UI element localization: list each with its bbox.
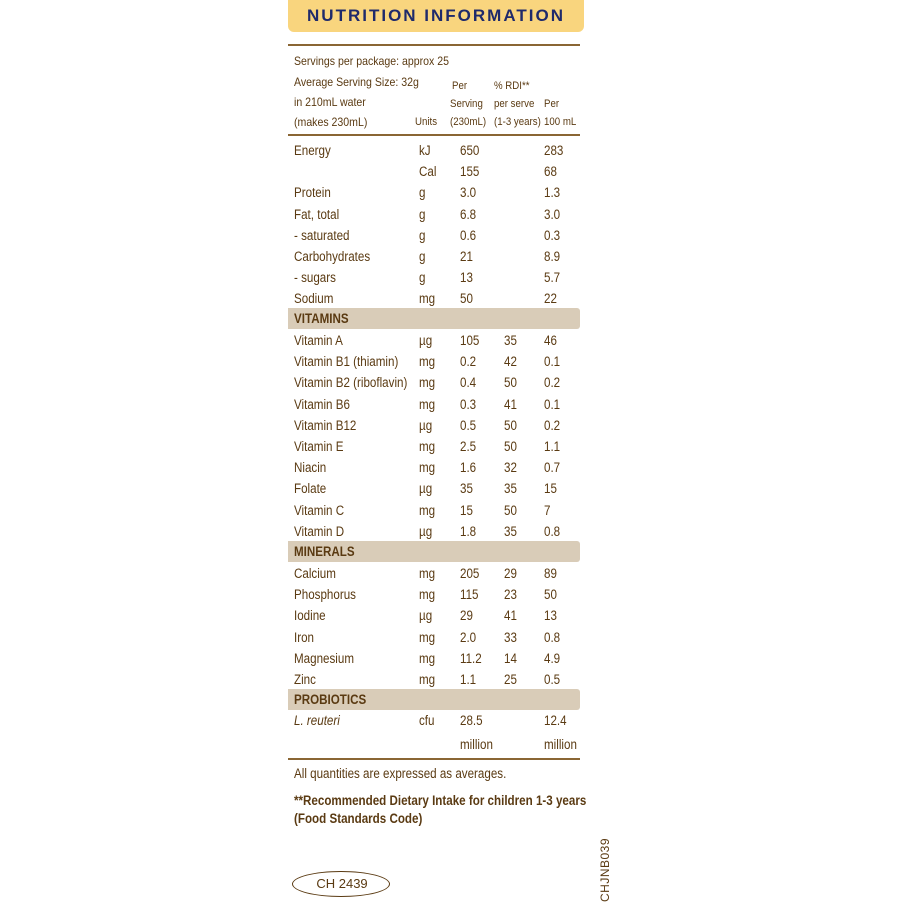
footnote-standards: (Food Standards Code) [294,811,423,826]
per-100ml-value: 0.7 [544,460,561,476]
probiotic-serving-unit: million [460,737,493,752]
nutrient-unit: mg [419,375,436,391]
nutrient-row [288,565,584,586]
rdi-value: 35 [504,333,517,348]
nutrient-unit: kJ [419,143,431,158]
nutrient-name: Vitamin B6 [294,396,350,412]
per-100ml-value: 0.8 [544,629,561,645]
nutrient-row [288,353,584,374]
nutrient-name: Niacin [294,460,327,476]
nutrient-unit: mg [419,439,436,454]
probiotic-name: L. reuteri [294,713,340,728]
nutrient-name: Vitamin C [294,502,345,518]
per-100ml-value: 0.3 [544,227,561,243]
batch-code: CH 2439 [316,876,368,891]
serving-size-line-2: in 210mL water [294,95,366,109]
rdi-header-2: per serve [494,98,535,110]
minerals-section-bar [288,541,580,562]
per-serving-value: 205 [460,566,480,581]
per-100ml-value: 8.9 [544,249,561,264]
per-100ml-value: 0.8 [544,523,561,539]
nutrient-name: Iodine [294,608,326,624]
nutrient-name: Vitamin D [294,523,345,539]
rdi-value: 32 [504,460,517,476]
nutrient-unit: mg [419,650,436,666]
per-100ml-value: 283 [544,143,564,158]
nutrient-name: Protein [294,185,331,201]
nutrient-name: Vitamin B2 (riboflavin) [294,375,408,391]
nutrient-row [288,650,584,671]
nutrient-row [288,374,584,395]
header-rule [288,134,580,136]
nutrient-name: Phosphorus [294,587,356,603]
rdi-value: 29 [504,566,517,581]
probiotic-per100: 12.4 [544,713,567,728]
nutrient-row [288,142,584,163]
nutrient-unit: g [419,227,426,243]
top-rule [288,44,580,46]
nutrient-unit: mg [419,566,436,581]
serving-size-line-1: Average Serving Size: 32g [294,75,419,89]
per-100ml-value: 15 [544,481,557,497]
nutrient-unit: µg [419,608,433,624]
per-100ml-value: 46 [544,333,557,348]
per-serving-value: 1.6 [460,460,477,476]
nutrient-name: Folate [294,481,327,497]
nutrient-row [288,586,584,607]
nutrient-name: Zinc [294,672,316,687]
nutrient-name: Magnesium [294,650,355,666]
probiotic-row [288,712,584,733]
minerals-label: MINERALS [294,544,355,559]
batch-code-oval [292,871,390,897]
nutrient-unit: µg [419,333,433,348]
nutrient-name: - saturated [294,227,350,243]
per-serving-header-1: Per [452,80,468,92]
nutrient-unit: mg [419,502,436,518]
nutrient-name: Calcium [294,566,336,581]
per-100ml-value: 22 [544,291,557,307]
per-serving-value: 155 [460,164,480,180]
per-serving-value: 6.8 [460,206,477,222]
per-serving-value: 21 [460,249,473,264]
nutrient-name: Vitamin A [294,333,343,348]
vitamins-label: VITAMINS [294,311,349,326]
probiotics-label: PROBIOTICS [294,692,367,707]
per100-header-1: Per [544,98,560,110]
rdi-value: 50 [504,417,517,433]
per-serving-value: 3.0 [460,185,477,201]
probiotic-per100-unit: million [544,737,577,752]
per-serving-value: 0.6 [460,227,477,243]
nutrient-row [288,332,584,353]
vitamins-section-bar [288,308,580,329]
nutrient-name: Vitamin B1 (thiamin) [294,354,399,370]
nutrient-name: Energy [294,143,331,158]
per-serving-value: 115 [460,587,479,603]
nutrient-unit: g [419,270,426,286]
per-100ml-value: 50 [544,587,557,603]
vertical-product-code: CHJNB039 [598,837,612,902]
per-serving-value: 105 [460,333,480,348]
per-serving-value: 0.5 [460,417,477,433]
nutrient-name: - sugars [294,270,336,286]
per-100ml-value: 7 [544,502,551,518]
nutrient-row [288,206,584,227]
per-serving-header-3: (230mL) [450,116,487,128]
nutrient-row [288,269,584,290]
footer-rule [288,758,580,760]
nutrient-row [288,396,584,417]
rdi-value: 25 [504,672,517,687]
per-100ml-value: 3.0 [544,206,561,222]
per-100ml-value: 13 [544,608,557,624]
nutrient-name: Carbohydrates [294,249,371,264]
per-serving-value: 1.1 [460,672,477,687]
units-header: Units [415,116,438,128]
nutrient-row [288,480,584,501]
per-100ml-value: 89 [544,566,557,581]
rdi-value: 35 [504,523,517,539]
per-serving-value: 650 [460,143,480,158]
per-100ml-value: 4.9 [544,650,561,666]
rdi-value: 33 [504,629,517,645]
nutrient-unit: Cal [419,164,437,180]
per-serving-value: 11.2 [460,650,482,666]
rdi-value: 41 [504,396,517,412]
nutrient-row [288,248,584,269]
rdi-value: 14 [504,650,517,666]
nutrient-unit: µg [419,523,433,539]
nutrient-row [288,227,584,248]
per-100ml-value: 1.1 [544,439,561,454]
rdi-value: 50 [504,375,517,391]
rdi-value: 42 [504,354,517,370]
nutrient-unit: mg [419,291,436,307]
nutrient-row [288,438,584,459]
nutrient-unit: mg [419,354,436,370]
per-serving-value: 0.2 [460,354,477,370]
nutrient-unit: µg [419,417,433,433]
nutrient-row [288,607,584,628]
nutrient-row [288,163,584,184]
serving-size-line-3: (makes 230mL) [294,115,368,129]
per-100ml-value: 0.1 [544,354,561,370]
per-serving-value: 2.5 [460,439,477,454]
probiotics-section-bar [288,689,580,710]
per-100ml-value: 68 [544,164,557,180]
nutrient-name: Vitamin B12 [294,417,357,433]
rdi-header-1: % RDI** [494,80,530,92]
nutrient-name: Fat, total [294,206,340,222]
rdi-value: 41 [504,608,517,624]
nutrient-unit: g [419,185,426,201]
nutrient-name: Iron [294,629,315,645]
probiotic-unit: cfu [419,713,435,728]
nutrient-unit: mg [419,629,436,645]
per-serving-value: 13 [460,270,473,286]
probiotic-row-cont [288,736,584,757]
nutrient-row [288,502,584,523]
per-serving-value: 1.8 [460,523,477,539]
nutrient-name: Sodium [294,291,334,307]
nutrient-row [288,459,584,480]
per-serving-value: 2.0 [460,629,477,645]
footnote-averages: All quantities are expressed as averages. [294,766,507,781]
per-serving-value: 0.3 [460,396,477,412]
nutrient-unit: mg [419,587,436,603]
panel-title: NUTRITION INFORMATION [307,6,565,25]
nutrient-row [288,629,584,650]
nutrient-unit: mg [419,396,436,412]
per-100ml-value: 0.2 [544,375,561,391]
nutrient-unit: mg [419,672,436,687]
nutrient-unit: g [419,249,426,264]
per-100ml-value: 0.1 [544,396,561,412]
per-serving-value: 0.4 [460,375,477,391]
rdi-header-3: (1-3 years) [494,116,541,128]
per-serving-value: 50 [460,291,473,307]
per-serving-value: 29 [460,608,473,624]
per-serving-header-2: Serving [450,98,483,110]
per-serving-value: 35 [460,481,473,497]
nutrient-row [288,184,584,205]
rdi-value: 50 [504,439,517,454]
per-100ml-value: 1.3 [544,185,561,201]
servings-per-package: Servings per package: approx 25 [294,54,449,68]
rdi-value: 50 [504,502,517,518]
per-serving-value: 15 [460,502,473,518]
per100-header-2: 100 mL [544,116,577,128]
nutrient-unit: mg [419,460,436,476]
probiotic-serving: 28.5 [460,713,483,728]
nutrient-name: Vitamin E [294,439,344,454]
nutrient-unit: g [419,206,426,222]
per-100ml-value: 5.7 [544,270,561,286]
per-100ml-value: 0.5 [544,672,561,687]
rdi-value: 23 [504,587,517,603]
per-100ml-value: 0.2 [544,417,561,433]
nutrient-row [288,417,584,438]
rdi-value: 35 [504,481,517,497]
nutrient-unit: µg [419,481,433,497]
footnote-rdi: **Recommended Dietary Intake for children 1-3 years [294,793,587,808]
